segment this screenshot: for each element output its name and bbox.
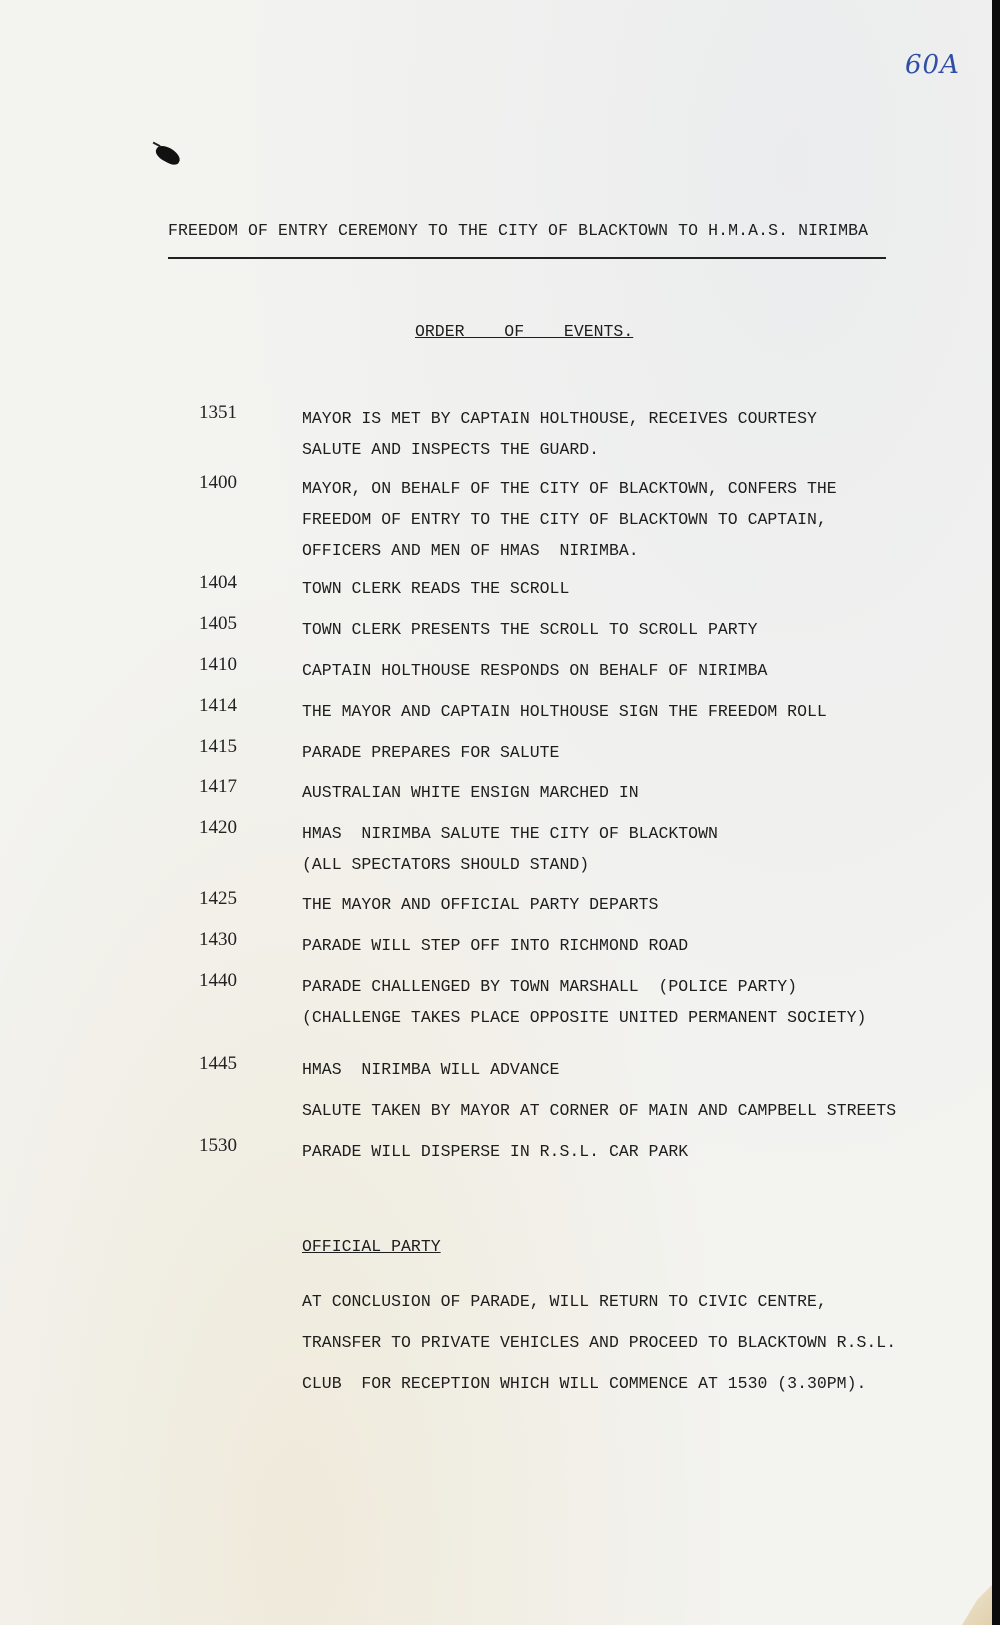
event-time: 1425 xyxy=(199,888,237,909)
event-line: TOWN CLERK READS THE SCROLL xyxy=(302,579,570,598)
event-time: 1414 xyxy=(199,695,237,716)
event-description xyxy=(302,655,767,686)
event-description xyxy=(302,737,559,768)
event-line: FREEDOM OF ENTRY TO THE CITY OF BLACKTOWN TO CAPTAIN, xyxy=(302,510,827,529)
official-party-line: TRANSFER TO PRIVATE VEHICLES AND PROCEED TO BLACKTOWN R.S.L. xyxy=(302,1333,897,1352)
event-line: MAYOR, ON BEHALF OF THE CITY OF BLACKTOWN, CONFERS THE xyxy=(302,479,837,498)
event-description xyxy=(302,696,827,727)
event-line: HMAS NIRIMBA WILL ADVANCE xyxy=(302,1060,560,1079)
event-description xyxy=(302,614,757,645)
event-line: THE MAYOR AND CAPTAIN HOLTHOUSE SIGN THE FREEDOM ROLL xyxy=(302,702,827,721)
document-title: FREEDOM OF ENTRY CEREMONY TO THE CITY OF BLACKTOWN TO H.M.A.S. NIRIMBA xyxy=(168,221,869,240)
event-line: PARADE WILL STEP OFF INTO RICHMOND ROAD xyxy=(302,936,689,955)
event-time: 1440 xyxy=(199,970,237,991)
event-line: AUSTRALIAN WHITE ENSIGN MARCHED IN xyxy=(302,783,639,802)
event-time: 1530 xyxy=(199,1135,237,1156)
official-party-text xyxy=(302,1281,896,1404)
title-divider xyxy=(168,257,886,259)
event-time: 1405 xyxy=(199,613,237,634)
event-time: 1430 xyxy=(199,929,237,950)
event-description xyxy=(302,971,866,1033)
event-line: MAYOR IS MET BY CAPTAIN HOLTHOUSE, RECEIVES COURTESY xyxy=(302,409,817,428)
event-line: CAPTAIN HOLTHOUSE RESPONDS ON BEHALF OF NIRIMBA xyxy=(302,661,768,680)
event-time: 1400 xyxy=(199,472,237,493)
event-time: 1410 xyxy=(199,654,237,675)
event-time: 1420 xyxy=(199,817,237,838)
folded-corner xyxy=(962,1575,992,1625)
event-description xyxy=(302,777,639,808)
event-description xyxy=(302,930,688,961)
official-party-heading: OFFICIAL PARTY xyxy=(302,1237,441,1256)
order-of-events-heading: ORDER OF EVENTS. xyxy=(415,322,634,341)
event-line: TOWN CLERK PRESENTS THE SCROLL TO SCROLL PARTY xyxy=(302,620,758,639)
event-time: 1415 xyxy=(199,736,237,757)
event-line: (ALL SPECTATORS SHOULD STAND) xyxy=(302,855,590,874)
event-description xyxy=(302,403,817,465)
event-line: PARADE CHALLENGED BY TOWN MARSHALL (POLICE PARTY) xyxy=(302,977,798,996)
event-description xyxy=(302,1054,559,1085)
event-description xyxy=(302,573,569,604)
event-description xyxy=(302,1095,896,1126)
event-description xyxy=(302,473,837,566)
event-description xyxy=(302,1136,688,1167)
event-time: 1445 xyxy=(199,1053,237,1074)
event-time: 1351 xyxy=(199,402,237,423)
event-line: SALUTE AND INSPECTS THE GUARD. xyxy=(302,440,600,459)
official-party-line: CLUB FOR RECEPTION WHICH WILL COMMENCE AT 1530 (3.30PM). xyxy=(302,1374,867,1393)
event-description xyxy=(302,818,718,880)
event-line: OFFICERS AND MEN OF HMAS NIRIMBA. xyxy=(302,541,639,560)
handwritten-annotation: 60A xyxy=(905,50,960,80)
ink-blot-mark xyxy=(153,143,183,168)
event-time: 1417 xyxy=(199,776,237,797)
event-line: SALUTE TAKEN BY MAYOR AT CORNER OF MAIN AND CAMPBELL STREETS xyxy=(302,1101,897,1120)
event-line: PARADE WILL DISPERSE IN R.S.L. CAR PARK xyxy=(302,1142,689,1161)
event-line: PARADE PREPARES FOR SALUTE xyxy=(302,743,560,762)
official-party-line: AT CONCLUSION OF PARADE, WILL RETURN TO CIVIC CENTRE, xyxy=(302,1292,827,1311)
event-line: (CHALLENGE TAKES PLACE OPPOSITE UNITED PERMANENT SOCIETY) xyxy=(302,1008,867,1027)
event-line: THE MAYOR AND OFFICIAL PARTY DEPARTS xyxy=(302,895,659,914)
event-description xyxy=(302,889,658,920)
event-time: 1404 xyxy=(199,572,237,593)
event-line: HMAS NIRIMBA SALUTE THE CITY OF BLACKTOWN xyxy=(302,824,718,843)
